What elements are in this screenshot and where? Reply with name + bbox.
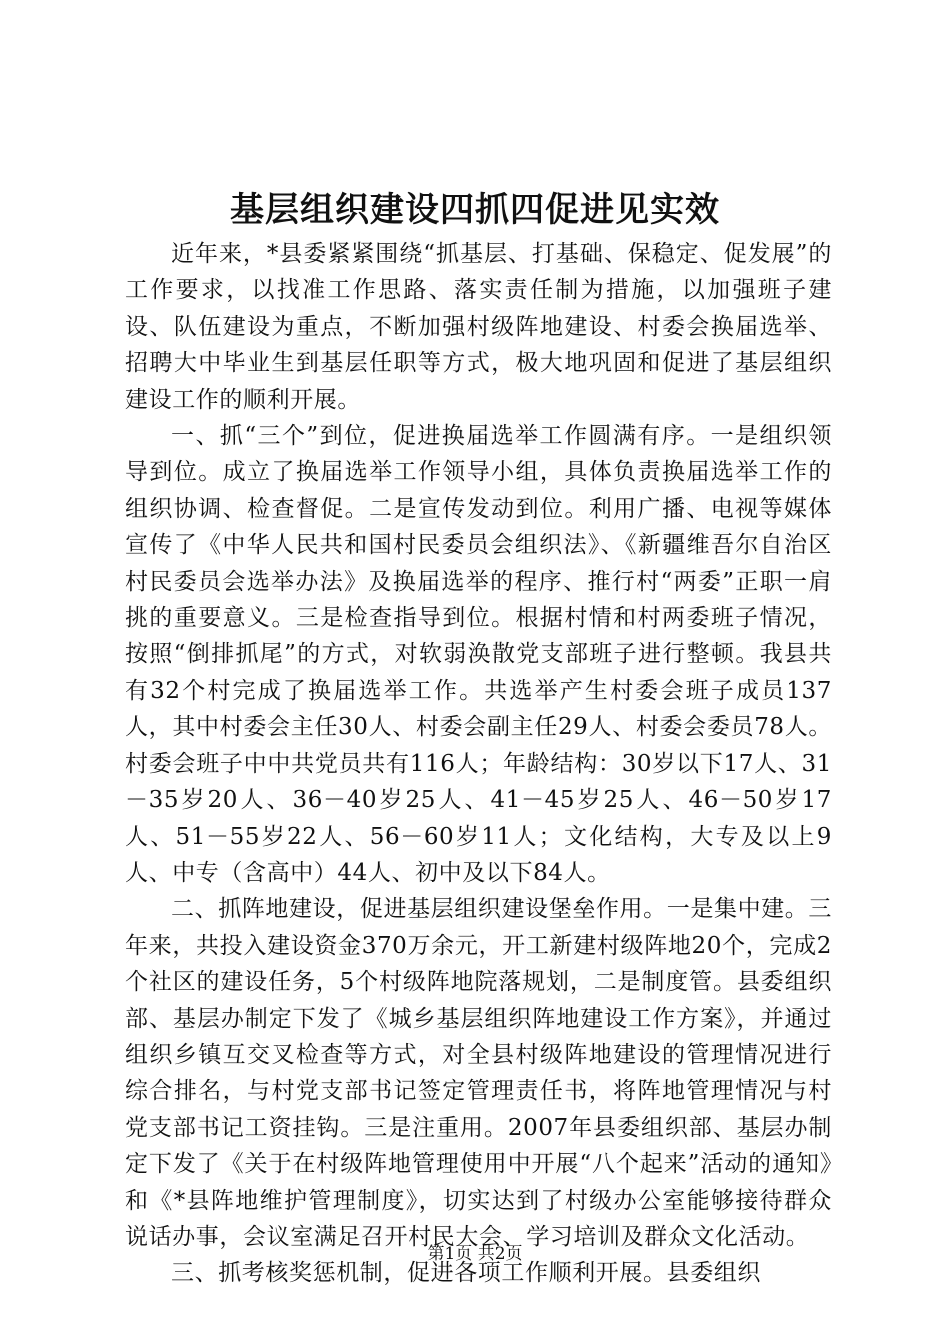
document-title: 基层组织建设四抓四促进见实效 <box>230 190 720 230</box>
paragraph-section-2: 二、抓阵地建设，促进基层组织建设堡垒作用。一是集中建。三年来，共投入建设资金370万余元，开工新建村级阵地20个，完成2个社区的建设任务，5个村级阵地院落规划，二是制度管。县委组织部、基层办制定下发了《城乡基层组织阵地建设工作方案》，并通过组织乡镇互交叉检查等方式，对全县村级阵地建设的管理情况进行综合排名，与村党支部书记签定管理责任书，将阵地管理情况与村党支部书记工资挂钩。三是注重用。2007年县委组织部、基层办制定下发了《关于在村级阵地管理使用中开展“八个起来”活动的通知》和《*县阵地维护管理制度》，切实达到了村级办公室能够接待群众说话办事，会议室满足召开村民大会、学习培训及群众文化活动。 <box>125 896 832 1250</box>
paragraph-section-3: 三、抓考核奖惩机制，促进各项工作顺利开展。县委组织 <box>171 1260 761 1287</box>
document-body <box>125 236 832 1292</box>
paragraph-section-1: 一、抓“三个”到位，促进换届选举工作圆满有序。一是组织领导到位。成立了换届选举工作领导小组，具体负责换届选举工作的组织协调、检查督促。二是宣传发动到位。利用广播、电视等媒体宣传了《中华人民共和国村民委员会组织法》、《新疆维吾尔自治区村民委员会选举办法》及换届选举的程序、推行村“两委”正职一肩挑的重要意义。三是检查指导到位。根据村情和村两委班子情况，按照“倒排抓尾”的方式，对软弱涣散党支部班子进行整顿。我县共有32个村完成了换届选举工作。共选举产生村委会班子成员137人，其中村委会主任30人、村委会副主任29人、村委会委员78人。村委会班子中中共党员共有116人；年龄结构：30岁以下17人、31－35岁20人、36－40岁25人、41－45岁25人、46－50岁17人、51－55岁22人、56－60岁11人；文化结构，大专及以上9人、中专（含高中）44人、初中及以下84人。 <box>125 423 832 886</box>
page-footer: 第1页 共2页 <box>427 1244 523 1264</box>
paragraph-intro: 近年来，*县委紧紧围绕“抓基层、打基础、保稳定、促发展”的工作要求，以找准工作思路、落实责任制为措施，以加强班子建设、队伍建设为重点，不断加强村级阵地建设、村委会换届选举、招聘大中毕业生到基层任职等方式，极大地巩固和促进了基层组织建设工作的顺利开展。 <box>125 241 832 413</box>
